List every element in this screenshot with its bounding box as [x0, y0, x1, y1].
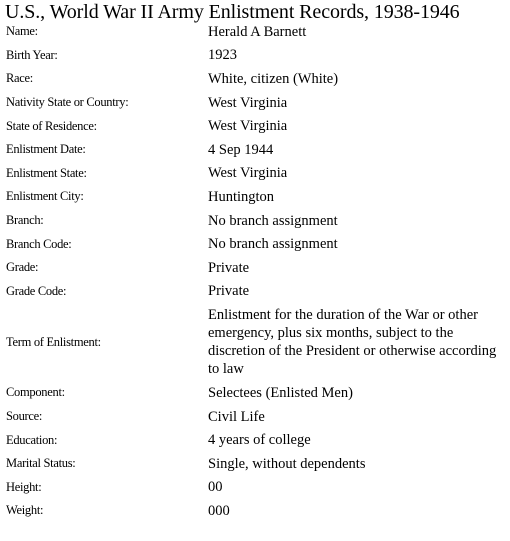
record-row-enlistment-state — [6, 162, 506, 186]
field-label: Nativity State or Country: — [6, 95, 129, 110]
field-value: 4 Sep 1944 — [208, 141, 274, 158]
record-row-birth-year — [6, 44, 506, 68]
field-label: Term of Enlistment: — [6, 334, 101, 349]
field-value: No branch assignment — [208, 212, 338, 229]
record-title: U.S., World War II Army Enlistment Records, 1938-1946 — [5, 1, 460, 23]
record-row-grade — [6, 256, 506, 280]
field-value: West Virginia — [208, 94, 288, 111]
field-label: Grade: — [6, 260, 39, 275]
record-row-enlistment-date — [6, 138, 506, 162]
field-value: White, citizen (White) — [208, 70, 339, 87]
field-label: Branch Code: — [6, 236, 72, 251]
record-row-state-of-residence — [6, 114, 506, 138]
record-row-race — [6, 67, 506, 91]
field-label: Weight: — [6, 503, 44, 518]
field-label: Source: — [6, 409, 43, 424]
field-label: Height: — [6, 479, 42, 494]
record-row-enlistment-city — [6, 185, 506, 209]
field-label: Race: — [6, 71, 33, 86]
field-value: Enlistment for the duration of the War or other emergency, plus six months, subject to the discretion of the President or otherwise according to law — [208, 307, 497, 378]
field-label: Grade Code: — [6, 283, 67, 298]
field-label: State of Residence: — [6, 118, 97, 133]
field-value: 000 — [208, 502, 230, 519]
record-row-term-of-enlistment — [6, 303, 506, 381]
field-value: Herald A Barnett — [208, 23, 307, 40]
field-label: Enlistment Date: — [6, 142, 86, 157]
record-row-height — [6, 476, 506, 500]
field-label: Enlistment State: — [6, 165, 87, 180]
field-label: Education: — [6, 432, 58, 447]
record-row-weight — [6, 499, 506, 523]
field-value: No branch assignment — [208, 236, 338, 253]
field-value: Single, without dependents — [208, 455, 366, 472]
field-label: Branch: — [6, 213, 44, 228]
record-row-component — [6, 381, 506, 405]
field-label: Marital Status: — [6, 456, 76, 471]
field-value: West Virginia — [208, 165, 288, 182]
record-row-branch-code — [6, 232, 506, 256]
field-value: Civil Life — [208, 408, 265, 425]
record-table — [6, 20, 506, 523]
field-value: Selectees (Enlisted Men) — [208, 384, 353, 401]
field-value: Private — [208, 259, 250, 276]
record-row-name — [6, 20, 506, 44]
field-label: Birth Year: — [6, 47, 58, 62]
field-value: West Virginia — [208, 118, 288, 135]
record-row-source — [6, 405, 506, 429]
field-value: 00 — [208, 479, 223, 496]
field-label: Component: — [6, 385, 65, 400]
record-row-marital-status — [6, 452, 506, 476]
record-row-grade-code — [6, 280, 506, 304]
field-value: Private — [208, 283, 250, 300]
record-row-nativity — [6, 91, 506, 115]
field-label: Name: — [6, 24, 38, 39]
field-label: Enlistment City: — [6, 189, 84, 204]
field-value: Huntington — [208, 188, 275, 205]
field-value: 4 years of college — [208, 432, 311, 449]
field-value: 1923 — [208, 47, 237, 64]
record-row-branch — [6, 209, 506, 233]
record-row-education — [6, 428, 506, 452]
